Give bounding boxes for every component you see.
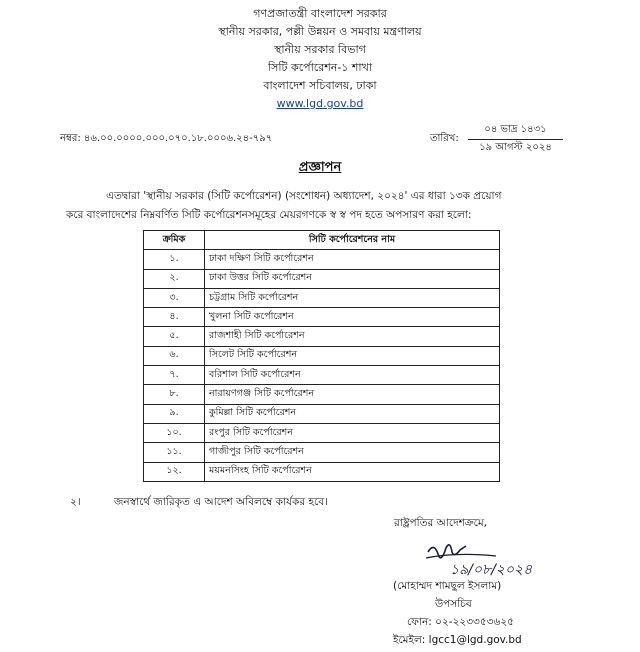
serial-cell: ৬.: [144, 346, 205, 365]
corporation-name-cell: ঢাকা উত্তর সিটি কর্পোরেশন: [205, 269, 500, 288]
table-row: [144, 327, 500, 346]
ministry-name: স্থানীয় সরকার, পল্লী উন্নয়ন ও সমবায় মন্ত্রণালয়: [218, 25, 422, 38]
table-row: [144, 346, 500, 365]
website-link[interactable]: www.lgd.gov.bd: [276, 97, 364, 110]
table-row: [144, 404, 500, 423]
table-row: [144, 250, 500, 269]
intro-line-1: এতদ্বারা 'স্থানীয় সরকার (সিটি কর্পোরেশন) (সংশোধন) অধ্যাদেশ, ২০২৪' এর ধারা ১৩ক প্রয়োগ: [106, 190, 502, 202]
table-row: [144, 423, 500, 442]
corporation-name-cell: কুমিল্লা সিটি কর্পোরেশন: [205, 404, 500, 423]
office-address: বাংলাদেশ সচিবালয়, ঢাকা: [263, 79, 377, 92]
table-row: [144, 308, 500, 327]
clause-number: ২।: [70, 496, 81, 508]
city-corporation-table: [143, 230, 500, 482]
corporation-name-cell: সিলেট সিটি কর্পোরেশন: [205, 346, 500, 365]
name-header: সিটি কর্পোরেশনের নাম: [205, 231, 500, 250]
notification-title: প্রজ্ঞাপন: [298, 160, 342, 175]
serial-cell: ২.: [144, 269, 205, 288]
serial-cell: ১২.: [144, 462, 205, 481]
division-name: স্থানীয় সরকার বিভাগ: [274, 43, 366, 56]
intro-line-2: করে বাংলাদেশের নিম্নবর্ণিত সিটি কর্পোরেশনসমূহের মেয়রগণকে স্ব স্ব পদ হতে অপসারণ করা হলো:: [66, 209, 472, 221]
serial-cell: ৯.: [144, 404, 205, 423]
corporation-name-cell: খুলনা সিটি কর্পোরেশন: [205, 308, 500, 327]
corporation-name-cell: রংপুর সিটি কর্পোরেশন: [205, 423, 500, 442]
signatory-phone: ফোন: ০২-২২৩৩৫৩৬২৫: [407, 616, 514, 628]
date-gregorian: ১৯ আগস্ট ২০২৪: [479, 142, 552, 153]
signatory-email[interactable]: ইমেইল: lgcc1@lgd.gov.bd: [393, 634, 522, 646]
clause-text: জনস্বার্থে জারিকৃত এ আদেশ অবিলম্বে কার্যকর হবে।: [114, 496, 328, 508]
date-bangla: ০৪ ভাদ্র ১৪৩১: [468, 122, 563, 140]
corporation-name-cell: ময়মনসিংহ সিটি কর্পোরেশন: [205, 462, 500, 481]
serial-cell: ৩.: [144, 288, 205, 307]
serial-cell: ১.: [144, 250, 205, 269]
corporation-name-cell: ঢাকা দক্ষিণ সিটি কর্পোরেশন: [205, 250, 500, 269]
handwritten-signature: [420, 532, 580, 580]
handwritten-date: ১৯/০৮/২০২৪: [450, 562, 533, 578]
corporation-name-cell: নারায়ণগঞ্জ সিটি কর্পোরেশন: [205, 385, 500, 404]
table-row: [144, 269, 500, 288]
signatory-name: (মোহাম্মদ শামছুল ইসলাম): [393, 580, 502, 592]
memo-number: নম্বর: ৪৬.০০.০০০০.০০০.০৭০.১৮.০০০৬.২৪-৭৯৭: [60, 133, 273, 144]
table-row: [144, 443, 500, 462]
table-row: [144, 462, 500, 481]
table-row: [144, 366, 500, 385]
serial-cell: ৮.: [144, 385, 205, 404]
corporation-name-cell: চট্টগ্রাম সিটি কর্পোরেশন: [205, 288, 500, 307]
table-header-row: [144, 231, 500, 250]
serial-header: ক্রমিক: [144, 231, 205, 250]
serial-cell: ১১.: [144, 443, 205, 462]
serial-cell: ৭.: [144, 366, 205, 385]
branch-name: সিটি কর্পোরেশন-১ শাখা: [267, 61, 373, 74]
date-label: তারিখ:: [430, 133, 459, 144]
order-line: রাষ্ট্রপতির আদেশক্রমে,: [394, 517, 487, 529]
table-row: [144, 385, 500, 404]
serial-cell: ৪.: [144, 308, 205, 327]
corporation-name-cell: বরিশাল সিটি কর্পোরেশন: [205, 366, 500, 385]
corporation-name-cell: রাজশাহী সিটি কর্পোরেশন: [205, 327, 500, 346]
corporation-name-cell: গাজীপুর সিটি কর্পোরেশন: [205, 443, 500, 462]
table-row: [144, 288, 500, 307]
serial-cell: ৫.: [144, 327, 205, 346]
serial-cell: ১০.: [144, 423, 205, 442]
govt-name: গণপ্রজাতন্ত্রী বাংলাদেশ সরকার: [253, 7, 387, 20]
signatory-designation: উপসচিব: [435, 598, 472, 610]
